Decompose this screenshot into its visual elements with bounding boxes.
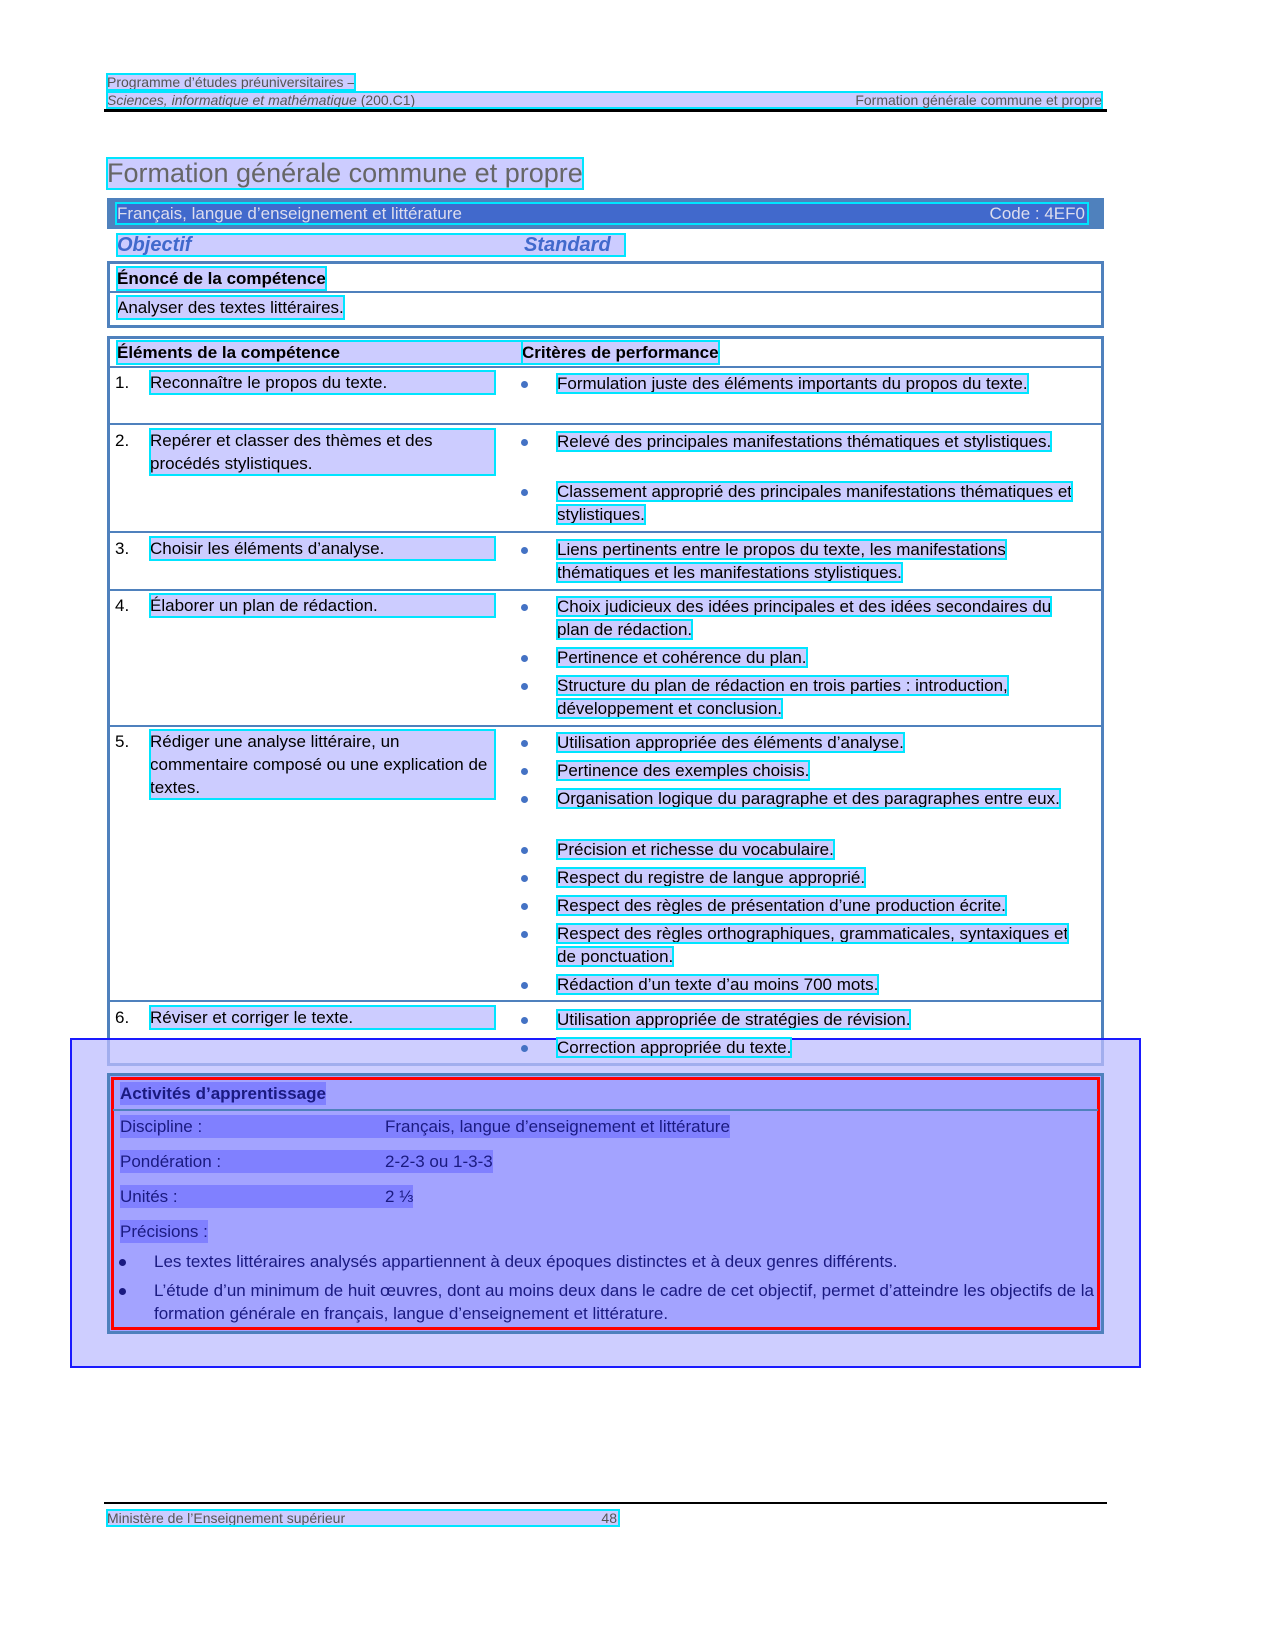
element-number: 2. <box>115 431 130 450</box>
criterion-text: Liens pertinents entre le propos du texte, les manifestations thématiques et les manifestations stylistiques. <box>557 540 1006 582</box>
objectif-standard-row <box>117 234 625 256</box>
subject-code: Code : 4EF0 <box>989 204 1085 223</box>
objectif-label: Objectif <box>117 234 192 256</box>
element-text: Réviser et corriger le texte. <box>150 1006 495 1029</box>
header-program-line2 <box>107 92 1102 108</box>
footer-rule <box>104 1502 1107 1504</box>
unites-label: Unités : <box>120 1185 385 1208</box>
bullet-icon <box>119 1259 126 1266</box>
element-text: Repérer et classer des thèmes et des procédés stylistiques. <box>150 429 495 475</box>
criterion-text: Respect des règles de présentation d’une production écrite. <box>557 896 1006 915</box>
header-section: Formation générale commune et propre <box>855 92 1102 108</box>
page-number: 48 <box>601 1510 617 1526</box>
enonce-heading: Énoncé de la compétence <box>117 269 326 288</box>
discipline-label: Discipline : <box>120 1115 385 1138</box>
element-number: 4. <box>115 596 130 615</box>
header-program: Programme d’études préuniversitaires – <box>107 74 356 90</box>
element-text: Rédiger une analyse littéraire, un commentaire composé ou une explication de textes. <box>150 730 495 799</box>
criterion-text: Formulation juste des éléments importants du propos du texte. <box>557 374 1028 393</box>
criterion-text: Pertinence et cohérence du plan. <box>557 648 807 667</box>
bullet-icon <box>119 1288 126 1295</box>
element-text: Élaborer un plan de rédaction. <box>150 594 495 617</box>
subject-name: Français, langue d’enseignement et littérature <box>117 204 462 223</box>
enonce-text: Analyser des textes littéraires. <box>117 298 344 317</box>
criterion-text: Choix judicieux des idées principales et des idées secondaires du plan de rédaction. <box>557 597 1052 639</box>
criterion-text: Pertinence des exemples choisis. <box>557 761 810 780</box>
precisions-label: Précisions : <box>120 1222 208 1241</box>
page-title: Formation générale commune et propre <box>107 158 583 188</box>
criterion-text: Structure du plan de rédaction en trois parties : introduction, développement et conclusion. <box>557 676 1008 718</box>
standard-label: Standard <box>524 234 611 256</box>
discipline-value: Français, langue d’enseignement et littérature <box>385 1117 730 1136</box>
element-number: 5. <box>115 732 130 751</box>
header-program-code: (200.C1) <box>356 92 416 108</box>
element-number: 1. <box>115 373 130 392</box>
footer-ministry: Ministère de l’Enseignement supérieur <box>107 1510 346 1526</box>
criterion-text: Respect des règles orthographiques, grammaticales, syntaxiques et de ponctuation. <box>557 924 1069 966</box>
ponderation-label: Pondération : <box>120 1150 385 1173</box>
criterion-text: Respect du registre de langue approprié. <box>557 868 866 887</box>
criterion-text: Organisation logique du paragraphe et des paragraphes entre eux. <box>557 789 1060 808</box>
col-header-criteria: Critères de performance <box>522 343 719 362</box>
element-number: 3. <box>115 539 130 558</box>
precision-item: L’étude d’un minimum de huit œuvres, dont au moins deux dans le cadre de cet objectif, permet d’atteindre les objectifs de la formation générale en français, langue d’enseignement et littérature. <box>154 1281 1094 1323</box>
criterion-text: Correction appropriée du texte. <box>557 1038 792 1057</box>
criterion-text: Relevé des principales manifestations thématiques et stylistiques. <box>557 432 1052 451</box>
element-number: 6. <box>115 1008 130 1027</box>
element-text: Reconnaître le propos du texte. <box>150 371 495 394</box>
activities-heading: Activités d’apprentissage <box>120 1084 326 1103</box>
criterion-text: Rédaction d’un texte d’au moins 700 mots. <box>557 975 879 994</box>
footer <box>107 1510 619 1526</box>
precision-item: Les textes littéraires analysés appartiennent à deux époques distinctes et à deux genres différents. <box>154 1252 898 1271</box>
ponderation-value: 2-2-3 ou 1-3-3 <box>385 1152 493 1171</box>
header-program-name: Sciences, informatique et mathématique <box>107 92 357 108</box>
competence-table <box>107 336 1104 1066</box>
criterion-text: Utilisation appropriée de stratégies de révision. <box>557 1010 911 1029</box>
subject-band <box>107 198 1104 229</box>
header-rule <box>104 109 1107 112</box>
criterion-text: Classement approprié des principales manifestations thématiques et stylistiques. <box>557 482 1072 524</box>
criterion-text: Précision et richesse du vocabulaire. <box>557 840 834 859</box>
element-text: Choisir les éléments d’analyse. <box>150 537 495 560</box>
unites-value: 2 ⅓ <box>385 1187 414 1206</box>
criterion-text: Utilisation appropriée des éléments d’analyse. <box>557 733 904 752</box>
col-header-elements: Éléments de la compétence <box>117 341 522 364</box>
